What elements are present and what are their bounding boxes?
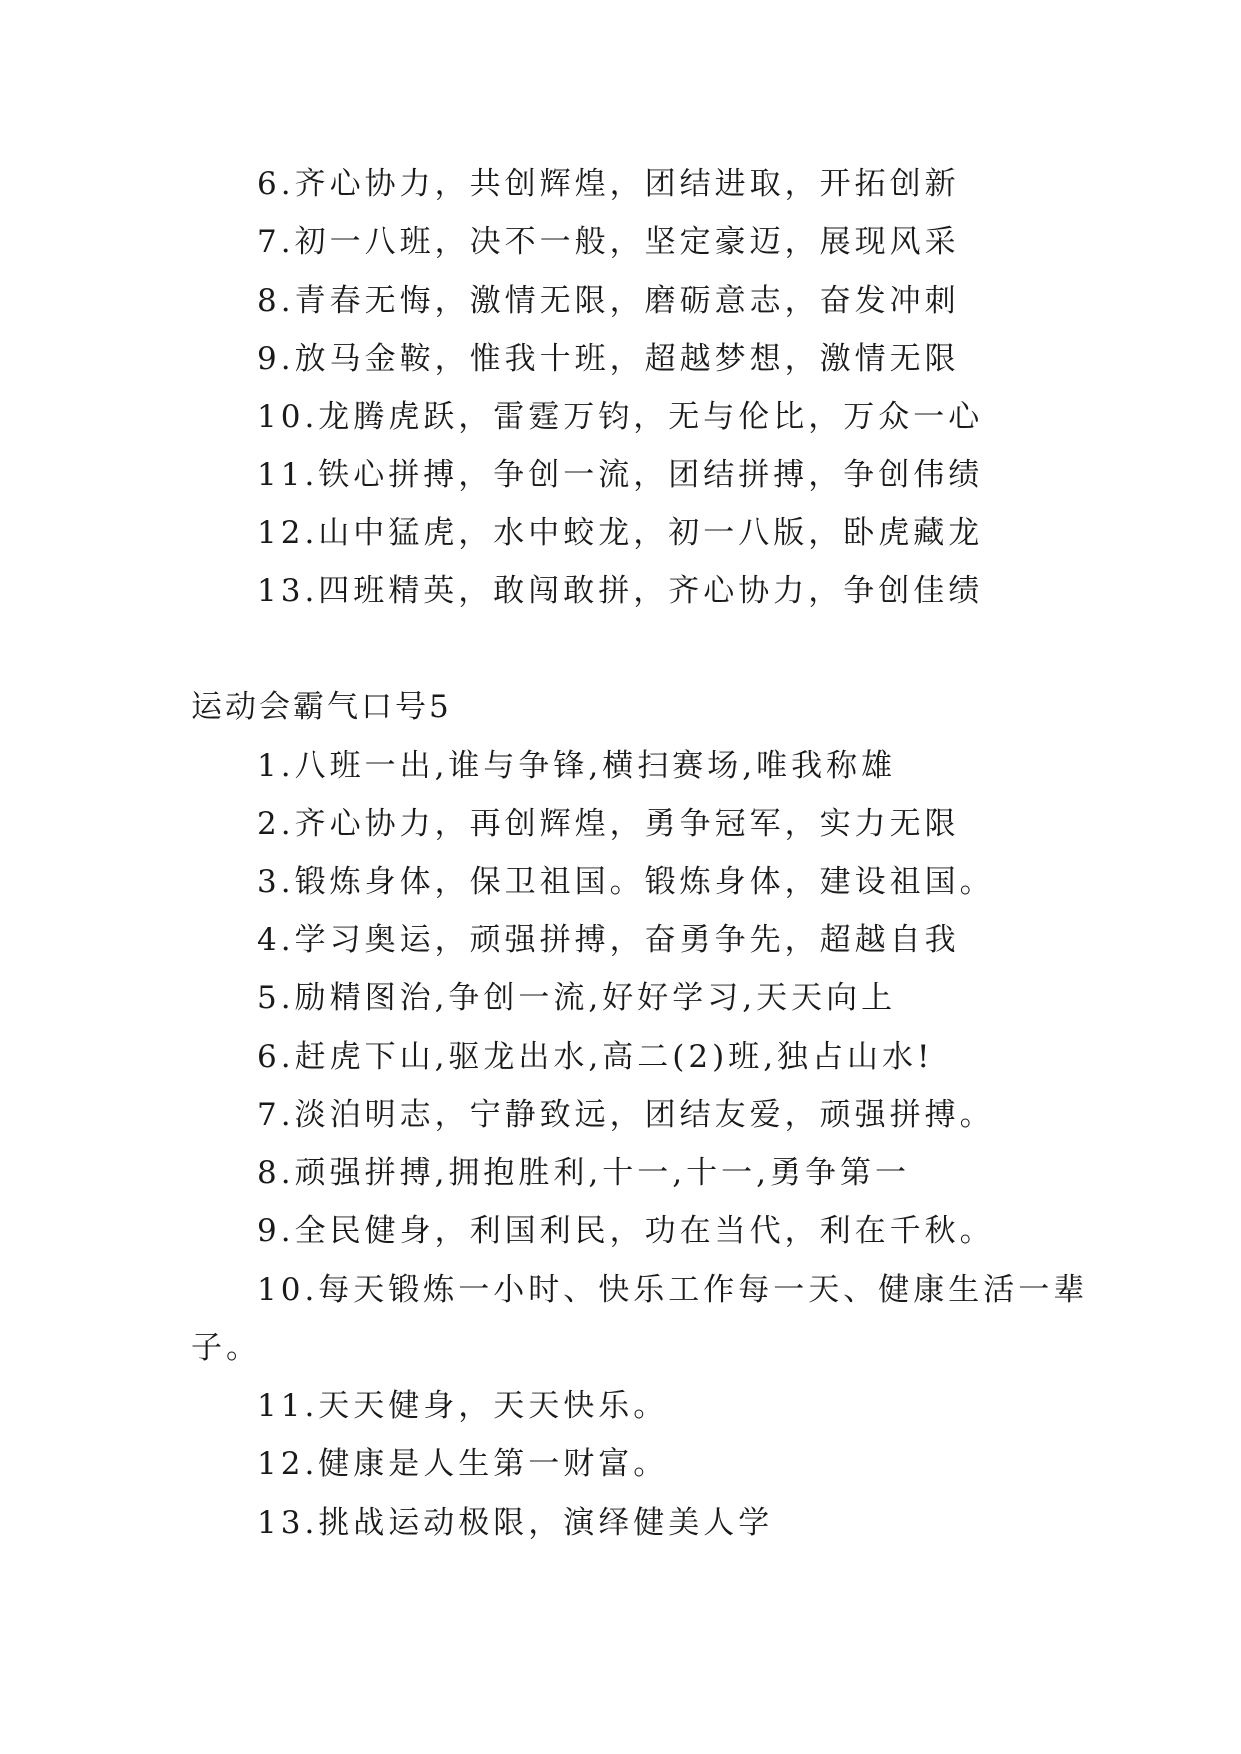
list-item-continuation: 子。 [191,1330,261,1366]
list-item: 8.顽强拼搏,拥抱胜利,十一,十一,勇争第一 [257,1155,910,1191]
list-item: 3.锻炼身体，保卫祖国。锻炼身体，建设祖国。 [257,864,995,900]
list-item: 4.学习奥运，顽强拼搏，奋勇争先，超越自我 [257,922,960,958]
list-item: 7.初一八班，决不一般，坚定豪迈，展现风采 [257,224,960,260]
list-item: 6.赶虎下山,驱龙出水,高二(2)班,独占山水! [257,1039,934,1075]
list-item: 12.山中猛虎，水中蛟龙，初一八版，卧虎藏龙 [257,515,984,551]
list-item: 9.放马金鞍，惟我十班，超越梦想，激情无限 [257,341,960,377]
list-item: 11.铁心拼搏，争创一流，团结拼搏，争创伟绩 [257,457,984,493]
list-item: 6.齐心协力，共创辉煌，团结进取，开拓创新 [257,166,960,202]
list-item: 9.全民健身，利国利民，功在当代，利在千秋。 [257,1213,995,1249]
list-item: 8.青春无悔，激情无限，磨砺意志，奋发冲刺 [257,283,960,319]
list-item: 13.挑战运动极限，演绎健美人学 [257,1505,774,1541]
section-title: 运动会霸气口号5 [191,689,452,725]
list-item: 2.齐心协力，再创辉煌，勇争冠军，实力无限 [257,806,960,842]
list-item: 12.健康是人生第一财富。 [257,1446,669,1482]
list-item: 7.淡泊明志，宁静致远，团结友爱，顽强拼搏。 [257,1097,995,1133]
list-item: 1.八班一出,谁与争锋,横扫赛场,唯我称雄 [257,748,897,784]
list-item: 13.四班精英，敢闯敢拼，齐心协力，争创佳绩 [257,573,984,609]
list-item: 10.每天锻炼一小时、快乐工作每一天、健康生活一辈 [257,1272,1089,1308]
list-item: 11.天天健身，天天快乐。 [257,1388,669,1424]
list-item: 5.励精图治,争创一流,好好学习,天天向上 [257,980,897,1016]
list-item: 10.龙腾虎跃，雷霆万钧，无与伦比，万众一心 [257,399,984,435]
